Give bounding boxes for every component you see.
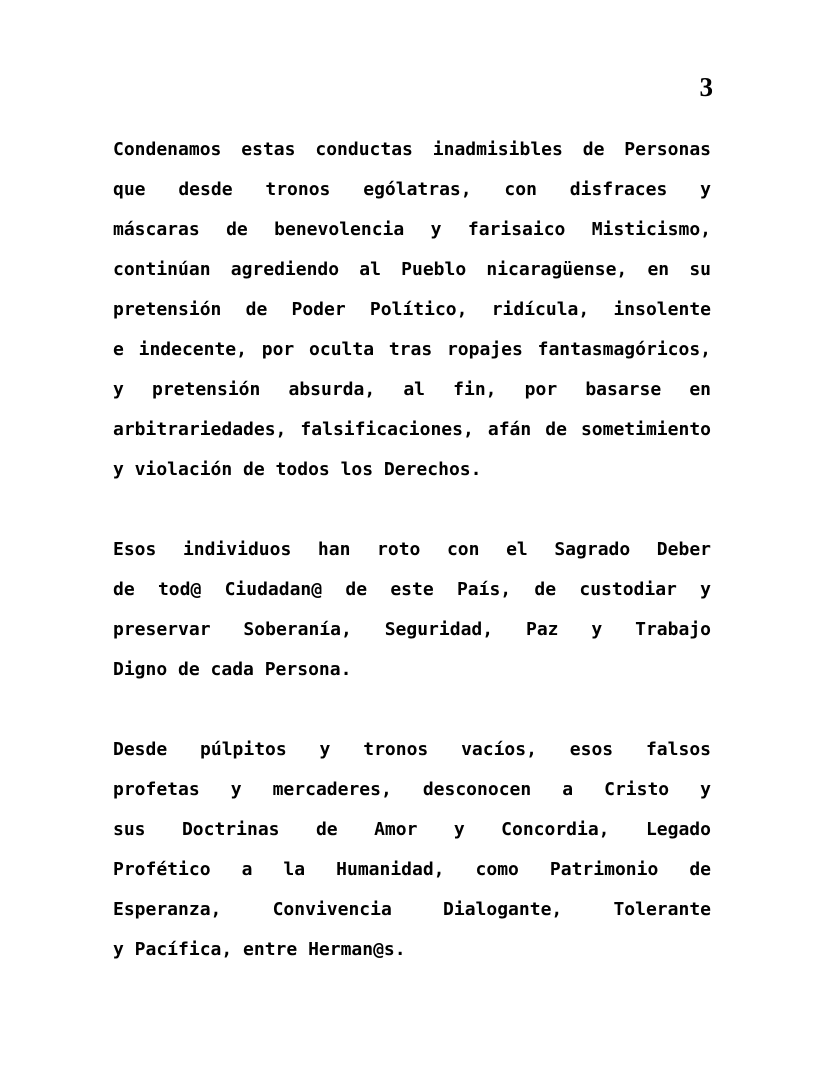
text-line: pretensión de Poder Político, ridícula, insolente xyxy=(113,299,711,320)
paragraph xyxy=(113,130,711,490)
text-line: máscaras de benevolencia y farisaico Misticismo, xyxy=(113,219,711,240)
text-line: sus Doctrinas de Amor y Concordia, Legado xyxy=(113,819,711,840)
text-line: Esperanza, Convivencia Dialogante, Tolerante xyxy=(113,899,711,920)
text-line: y violación de todos los Derechos. xyxy=(113,459,482,480)
text-line: Profético a la Humanidad, como Patrimonio de xyxy=(113,859,711,880)
text-line: de tod@ Ciudadan@ de este País, de custodiar y xyxy=(113,579,711,600)
paragraph xyxy=(113,730,711,970)
text-line: Esos individuos han roto con el Sagrado Deber xyxy=(113,539,711,560)
text-line: continúan agrediendo al Pueblo nicaragüense, en su xyxy=(113,259,711,280)
text-line: profetas y mercaderes, desconocen a Cristo y xyxy=(113,779,711,800)
text-line: preservar Soberanía, Seguridad, Paz y Trabajo xyxy=(113,619,711,640)
text-line: Digno de cada Persona. xyxy=(113,659,352,680)
text-line: e indecente, por oculta tras ropajes fantasmagóricos, xyxy=(113,339,711,360)
text-line: arbitrariedades, falsificaciones, afán de sometimiento xyxy=(113,419,711,440)
text-line: que desde tronos ególatras, con disfraces y xyxy=(113,179,711,200)
text-line: y Pacífica, entre Herman@s. xyxy=(113,939,406,960)
page-number: 3 xyxy=(699,72,713,102)
document-body xyxy=(113,130,711,1010)
paragraph xyxy=(113,530,711,690)
text-line: Desde púlpitos y tronos vacíos, esos falsos xyxy=(113,739,711,760)
text-line: y pretensión absurda, al fin, por basarse en xyxy=(113,379,711,400)
text-line: Condenamos estas conductas inadmisibles de Personas xyxy=(113,139,711,160)
